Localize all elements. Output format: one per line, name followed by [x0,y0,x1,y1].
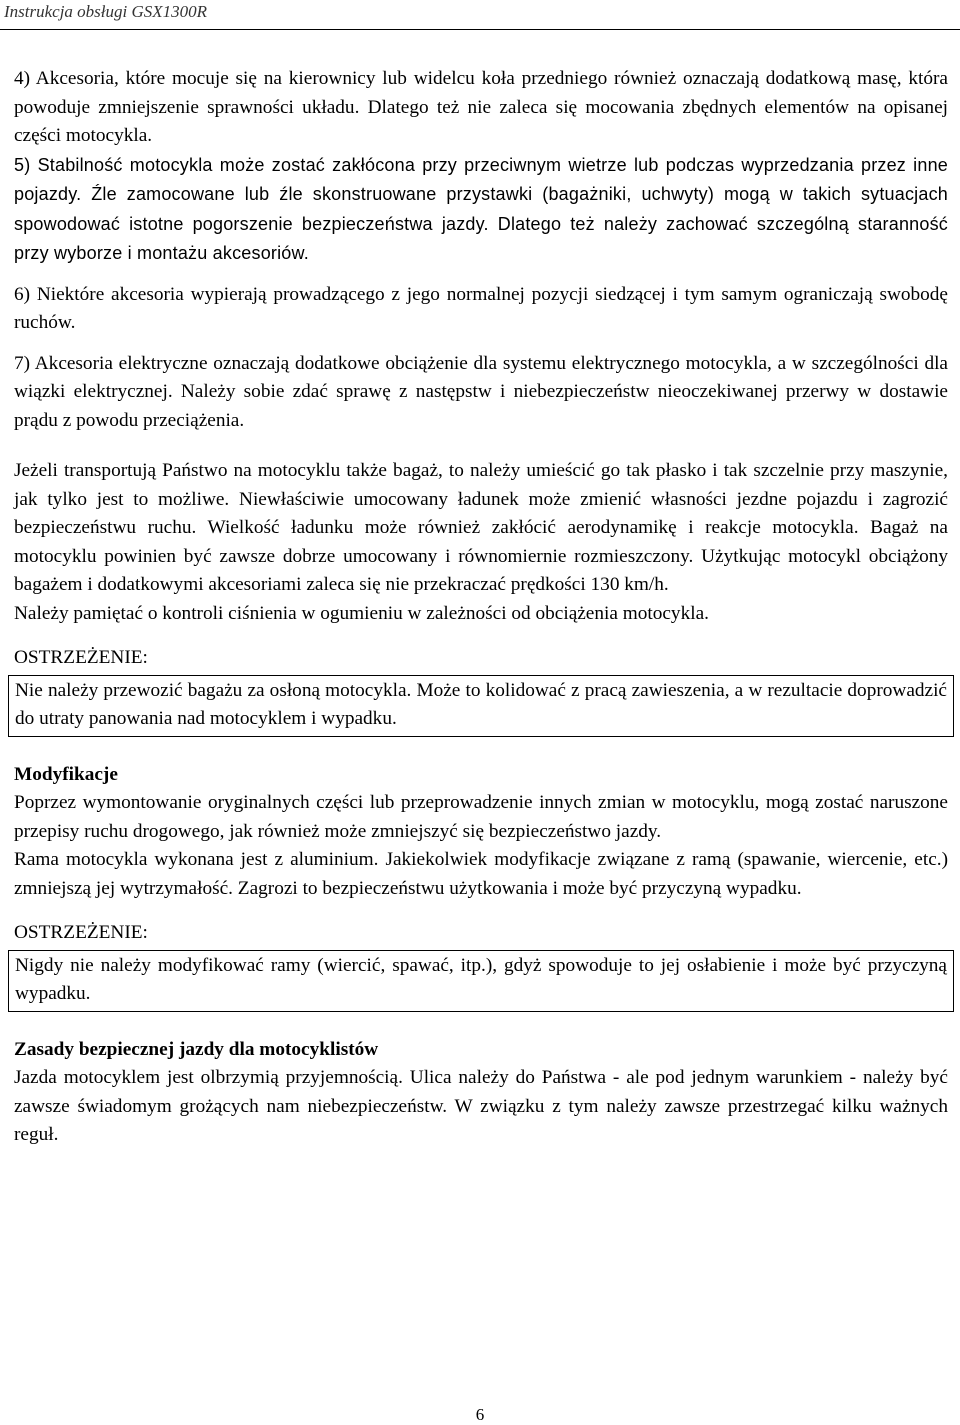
paragraph-5-part-a: 5) Stabilność motocykla może zostać zakłócona przy przeciwnym wietrze lub podczas wyprzedzania przez inne pojazdy. [14,154,948,204]
paragraph-5 [14,151,948,269]
paragraph-6: 6) Niektóre akcesoria wypierają prowadzącego z jego normalnej pozycji siedzącej i tym samym ograniczają swobodę ruchów. [14,283,948,333]
safety-text: Jazda motocyklem jest olbrzymią przyjemnością. Ulica należy do Państwa - ale pod jednym warunkiem - należy być zawsze świadomym grożących nam niebezpieczeństw. W związku z tym należy zawsze przestrzegać kilku ważnych reguł. [14,1067,948,1145]
modifications-heading: Modyfikacje [14,763,118,785]
page-number: 6 [475,1405,485,1424]
paragraph-tyre: Należy pamiętać o kontroli ciśnienia w ogumieniu w zależności od obciążenia motocykla. [14,602,709,624]
paragraph-transport: Jeżeli transportują Państwo na motocyklu także bagaż, to należy umieścić go tak płasko i tak szczelnie przy maszynie, jak tylko jest to możliwe. Niewłaściwie umocowany ładunek może zmienić własności jezdne pojazdu i zagrozić bezpieczeństwu ruchu. Wielkość ładunku może również zakłócić aerodynamikę i reakcje motocykla. Bagaż na motocyklu powinien być zawsze dobrze umocowany i równomiernie rozmieszczony. Użytkując motocykl obciążony bagażem i dodatkowymi akcesoriami zaleca się nie przekraczać prędkości 130 km/h. [14,460,948,595]
paragraph-7: 7) Akcesoria elektryczne oznaczają dodatkowe obciążenie dla systemu elektrycznego motocykla, a w szczególności dla wiązki elektrycznej. Należy sobie zdać sprawę z następstw i niebezpieczeństw nieoczekiwanej przerwy w dostawie prądu z powodu przeciążenia. [14,352,948,431]
safety-heading: Zasady bezpiecznej jazdy dla motocyklistów [14,1038,379,1060]
warning-box-2: Nigdy nie należy modyfikować ramy (wiercić, spawać, itp.), gdyż spowoduje to jej osłabienie i może być przyczyną wypadku. [8,950,954,1012]
warning-label-2: OSTRZEŻENIE: [14,922,148,943]
modifications-text-2: Rama motocykla wykonana jest z aluminium. Jakiekolwiek modyfikacje związane z ramą (spawanie, wiercenie, etc.) zmniejszą jej wytrzymałość. Zagrozi to bezpieczeństwu użytkowania i może być przyczyną wypadku. [14,849,948,899]
warning-box-1: Nie należy przewozić bagażu za osłoną motocykla. Może to kolidować z pracą zawieszenia, a w rezultacie doprowadzić do utraty panowania nad motocyklem i wypadku. [8,675,954,737]
warning-label-1: OSTRZEŻENIE: [14,647,148,668]
header-title: Instrukcja obsługi GSX1300R [4,2,208,21]
modifications-text-1: Poprzez wymontowanie oryginalnych części lub przeprowadzenie innych zmian w motocyklu, mogą zostać naruszone przepisy ruchu drogowego, jak również może zmniejszyć się bezpieczeństwo jazdy. [14,792,948,842]
page-content [14,65,948,1150]
page-header [0,0,960,30]
paragraph-4: 4) Akcesoria, które mocuje się na kierownicy lub widelcu koła przedniego również oznaczają dodatkową masę, która powoduje zmniejszenie sprawności układu. Dlatego też nie zaleca się mocowania zbędnych elementów na opisanej części motocykla. [14,68,948,146]
paragraph-5-part-b: Źle zamocowane lub źle skonstruowane przystawki (bagażniki, uchwyty) mogą w takich sytuacjach spowodować istotne pogorszenie bezpieczeństwa jazdy. Dlatego też należy zachować szczególną staranność przy wyborze i montażu akcesoriów. [14,184,948,263]
